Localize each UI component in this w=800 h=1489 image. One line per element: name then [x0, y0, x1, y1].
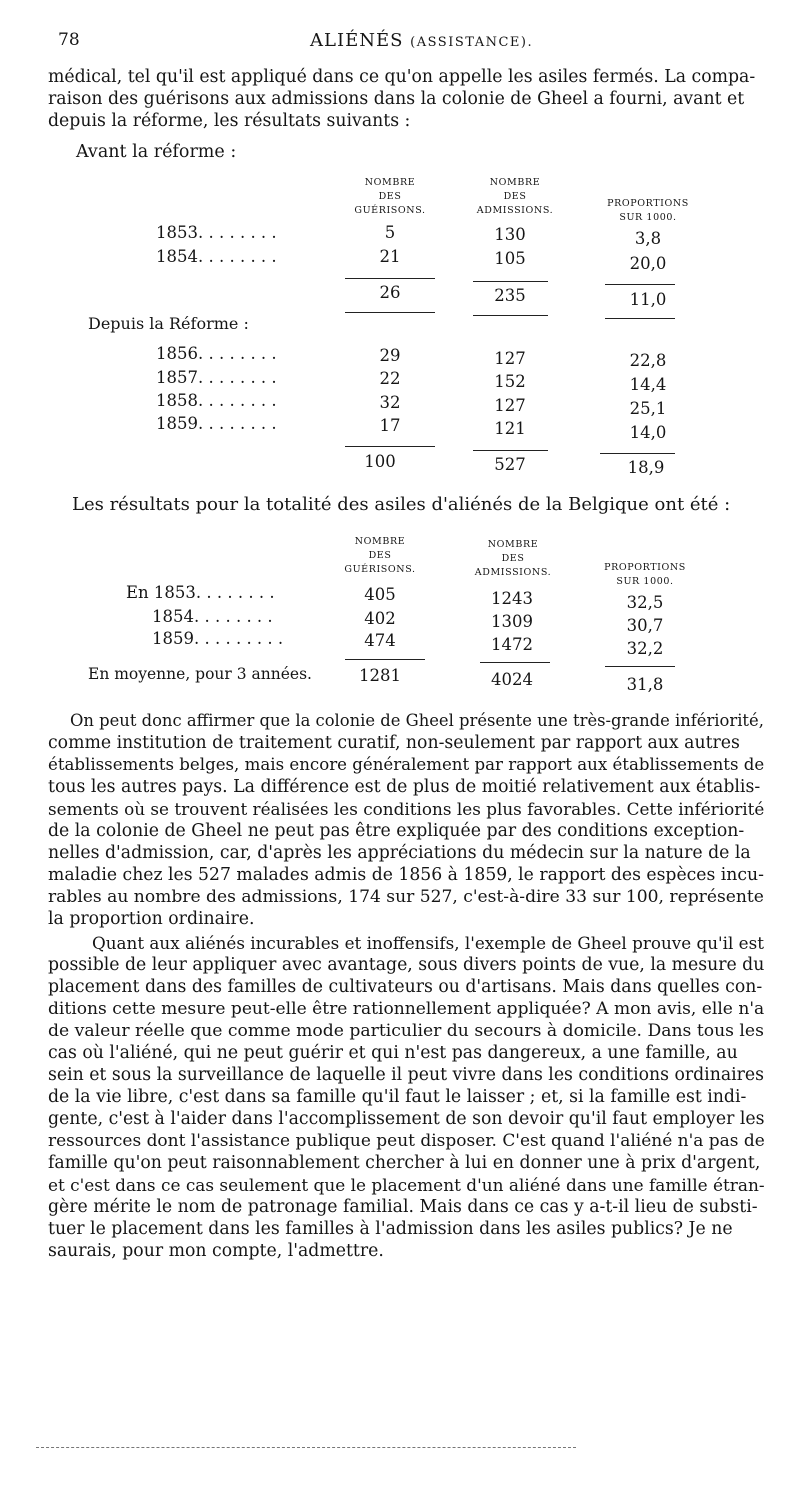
- row-year: 1856. . . . . . . .: [156, 344, 277, 363]
- running-title: [310, 30, 533, 51]
- header-line: DES: [501, 553, 525, 564]
- before-reform-label: Avant la réforme :: [76, 142, 237, 162]
- text-line: gente, c'est à l'aider dans l'accomplissement de son devoir qu'il faut employer les: [48, 1109, 765, 1129]
- header-line: PROPORTIONS: [607, 198, 689, 209]
- cell-admissions: 121: [494, 419, 526, 438]
- cell-proportion: 25,1: [629, 399, 667, 418]
- text-line: sements où se trouvent réalisées les conditions les plus favorables. Cette infériorité: [48, 799, 765, 819]
- header-line: DES: [503, 191, 527, 202]
- cell-guerisons: 21: [379, 247, 401, 266]
- row-year: 1853. . . . . . . .: [156, 223, 277, 242]
- cell-admissions: 152: [494, 372, 526, 391]
- total-rule: [473, 315, 548, 316]
- text-line: de valeur réelle que comme mode particulier du secours à domicile. Dans tous les: [48, 1021, 764, 1041]
- text-line: rables au nombre des admissions, 174 sur 527, c'est-à-dire 33 sur 100, représente: [48, 887, 764, 907]
- text-line: possible de leur appliquer avec avantage, sous divers points de vue, la mesure du: [48, 955, 765, 975]
- page-bottom-rule: [36, 1447, 576, 1450]
- cell-admissions: 1309: [491, 612, 533, 631]
- header-line: PROPORTIONS: [604, 562, 686, 573]
- cell-proportion: 14,0: [629, 423, 667, 442]
- col-header-proportions: [588, 197, 708, 225]
- header-line: SUR 1000.: [619, 212, 677, 223]
- text-line: nelles d'admission, car, d'après les appréciations du médecin sur la nature de la: [48, 843, 751, 863]
- cell-proportion: 14,4: [629, 375, 667, 394]
- total-rule: [473, 450, 548, 451]
- row-year: 1854. . . . . . . .: [152, 607, 273, 626]
- cell-proportion: 32,5: [626, 593, 664, 612]
- text-line: depuis la réforme, les résultats suivants :: [48, 111, 411, 131]
- total-guerisons: 100: [364, 452, 396, 471]
- row-year: 1854. . . . . . . .: [156, 247, 277, 266]
- header-line: GUÉRISONS.: [344, 564, 416, 575]
- row-year: 1857. . . . . . . .: [156, 368, 277, 387]
- total-rule: [605, 666, 675, 667]
- header-line: NOMBRE: [354, 536, 406, 547]
- after-reform-label: Depuis la Réforme :: [88, 314, 249, 333]
- col-header-guerisons: [325, 535, 435, 577]
- total-rule: [600, 453, 675, 454]
- row-year: 1859. . . . . . . . .: [152, 629, 284, 648]
- cell-proportion: 32,2: [626, 639, 664, 658]
- text-line: sein et sous la surveillance de laquelle il peut vivre dans les conditions ordinaires: [48, 1065, 764, 1085]
- cell-proportion: 30,7: [626, 616, 664, 635]
- total-admissions: 527: [494, 455, 526, 474]
- text-line: On peut donc affirmer que la colonie de Gheel présente une très-grande infériorité,: [70, 711, 764, 730]
- total-admissions: 235: [494, 286, 526, 305]
- total-rule: [605, 318, 675, 319]
- cell-guerisons: 474: [364, 631, 396, 650]
- col-header-guerisons: [335, 176, 445, 218]
- header-line: GUÉRISONS.: [354, 205, 426, 216]
- cell-guerisons: 22: [379, 369, 401, 388]
- total-proportion: 31,8: [626, 675, 664, 694]
- text-line: cas où l'aliéné, qui ne peut guérir et qui n'est pas dangereux, a une famille, au: [48, 1043, 738, 1063]
- cell-guerisons: 29: [379, 346, 401, 365]
- text-line: de la colonie de Gheel ne peut pas être expliquée par des conditions exception-: [48, 821, 745, 841]
- text-line: la proportion ordinaire.: [48, 909, 255, 929]
- col-header-admissions: [458, 538, 568, 580]
- col-header-proportions: [585, 561, 705, 589]
- incurables-paragraph: [48, 932, 764, 1262]
- intro-paragraph: [48, 66, 764, 132]
- header-line: ADMISSIONS.: [474, 567, 552, 578]
- total-guerisons: 26: [379, 283, 401, 302]
- belgique-intro: Les résultats pour la totalité des asiles d'aliénés de la Belgique ont été :: [72, 494, 731, 515]
- text-line: Quant aux aliénés incurables et inoffensifs, l'exemple de Gheel prouve qu'il est: [92, 933, 764, 953]
- col-header-admissions: [460, 176, 570, 218]
- text-line: raison des guérisons aux admissions dans la colonie de Gheel a fourni, avant et: [48, 89, 745, 109]
- average-label: En moyenne, pour 3 années.: [88, 665, 312, 683]
- cell-guerisons: 17: [379, 416, 401, 435]
- cell-admissions: 1243: [491, 589, 533, 608]
- row-year: En 1853. . . . . . . .: [126, 583, 275, 602]
- cell-proportion: 3,8: [634, 229, 662, 248]
- total-rule: [605, 284, 675, 285]
- total-rule: [345, 278, 435, 279]
- cell-guerisons: 32: [379, 393, 401, 412]
- cell-admissions: 1472: [491, 635, 533, 654]
- text-line: placement dans des familles de cultivateurs ou d'artisans. Mais dans quelles con-: [48, 977, 763, 997]
- running-title-sub: (ASSISTANCE).: [410, 35, 534, 50]
- total-admissions: 4024: [491, 670, 533, 689]
- text-line: gère mérite le nom de patronage familial. Mais dans ce cas y a-t-il lieu de substi-: [48, 1197, 758, 1217]
- cell-proportion: 20,0: [629, 254, 667, 273]
- total-rule: [345, 446, 435, 447]
- text-line: médical, tel qu'il est appliqué dans ce qu'on appelle les asiles fermés. La compa-: [48, 67, 756, 87]
- text-line: saurais, pour mon compte, l'admettre.: [48, 1241, 384, 1261]
- text-line: famille qu'on peut raisonnablement chercher à lui en donner une à prix d'argent,: [48, 1153, 761, 1173]
- header-line: SUR 1000.: [616, 576, 674, 587]
- conclusion-paragraph: [48, 710, 764, 930]
- text-line: établissements belges, mais encore généralement par rapport aux établissements de: [48, 755, 765, 774]
- header-line: DES: [368, 550, 392, 561]
- cell-proportion: 22,8: [629, 351, 667, 370]
- text-line: ressources dont l'assistance publique peut disposer. C'est quand l'aliéné n'a pas de: [48, 1131, 765, 1151]
- running-title-main: ALIÉNÉS: [310, 30, 404, 51]
- page-header: [58, 30, 760, 56]
- total-proportion: 18,9: [627, 458, 665, 477]
- text-line: maladie chez les 527 malades admis de 1856 à 1859, le rapport des espèces incu-: [48, 865, 764, 885]
- total-rule: [480, 662, 550, 663]
- header-line: NOMBRE: [489, 177, 541, 188]
- cell-admissions: 127: [494, 349, 526, 368]
- cell-guerisons: 402: [364, 609, 396, 628]
- text-line: tuer le placement dans les familles à l'admission dans les asiles publics? Je ne: [48, 1219, 733, 1239]
- total-rule: [473, 281, 548, 282]
- cell-admissions: 130: [494, 225, 526, 244]
- total-proportion: 11,0: [629, 290, 667, 309]
- header-line: NOMBRE: [487, 539, 539, 550]
- row-year: 1859. . . . . . . .: [156, 414, 277, 433]
- text-line: et c'est dans ce cas seulement que le placement d'un aliéné dans une famille étran-: [48, 1175, 765, 1195]
- total-guerisons: 1281: [359, 666, 401, 685]
- header-line: ADMISSIONS.: [476, 205, 554, 216]
- page-number: 78: [58, 30, 80, 50]
- total-rule: [345, 312, 435, 313]
- row-year: 1858. . . . . . . .: [156, 391, 277, 410]
- cell-guerisons: 5: [384, 223, 396, 242]
- cell-admissions: 127: [494, 396, 526, 415]
- cell-admissions: 105: [494, 249, 526, 268]
- text-line: comme institution de traitement curatif, non-seulement par rapport aux autres: [48, 733, 740, 753]
- cell-guerisons: 405: [364, 585, 396, 604]
- text-line: tous les autres pays. La différence est de plus de moitié relativement aux établis-: [48, 777, 761, 797]
- text-line: ditions cette mesure peut-elle être rationnellement appliquée? A mon avis, elle n'a: [48, 999, 765, 1019]
- header-line: DES: [378, 191, 402, 202]
- total-rule: [345, 659, 425, 660]
- text-line: de la vie libre, c'est dans sa famille qu'il faut le laisser ; et, si la famille est indi-: [48, 1087, 747, 1107]
- header-line: NOMBRE: [364, 177, 416, 188]
